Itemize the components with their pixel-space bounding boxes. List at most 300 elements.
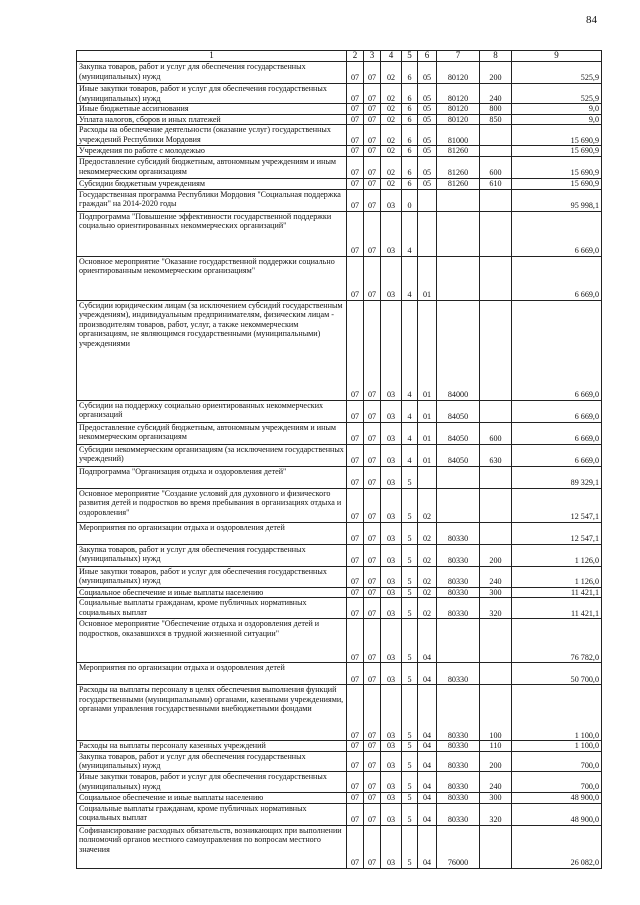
target-code-cell: 80330 <box>437 792 480 803</box>
expense-type-cell <box>480 619 512 663</box>
subprogram-code-cell: 6 <box>402 178 418 189</box>
subsection-code-cell: 07 <box>364 178 381 189</box>
row-name-cell: Уплата налогов, сборов и иных платежей <box>77 114 347 125</box>
table-row <box>77 825 602 868</box>
table-row <box>77 771 602 792</box>
expense-type-cell: 110 <box>480 741 512 752</box>
program-code-cell: 02 <box>381 125 402 146</box>
target-code-cell: 84050 <box>437 400 480 422</box>
table-row <box>77 189 602 211</box>
event-code-cell: 01 <box>418 300 437 400</box>
event-code-cell: 02 <box>418 566 437 587</box>
amount-cell: 11 421,1 <box>512 587 602 598</box>
subprogram-code-cell: 4 <box>402 211 418 256</box>
section-code-cell: 07 <box>347 211 364 256</box>
event-code-cell: 04 <box>418 751 437 771</box>
target-code-cell: 80330 <box>437 751 480 771</box>
event-code-cell: 05 <box>418 146 437 157</box>
event-code-cell: 04 <box>418 663 437 685</box>
budget-table <box>76 50 602 869</box>
row-name-cell: Предоставление субсидий бюджетным, автономным учреждениям и иным некоммерческим организациям <box>77 422 347 444</box>
table-row <box>77 300 602 400</box>
target-code-cell: 84050 <box>437 422 480 444</box>
target-code-cell: 80330 <box>437 566 480 587</box>
subprogram-code-cell: 5 <box>402 522 418 544</box>
program-code-cell: 03 <box>381 741 402 752</box>
subprogram-code-cell: 4 <box>402 256 418 300</box>
event-code-cell: 04 <box>418 619 437 663</box>
program-code-cell: 03 <box>381 598 402 619</box>
section-code-cell: 07 <box>347 189 364 211</box>
section-code-cell: 07 <box>347 178 364 189</box>
row-name-cell: Учреждения по работе с молодежью <box>77 146 347 157</box>
table-row <box>77 211 602 256</box>
subprogram-code-cell: 0 <box>402 189 418 211</box>
section-code-cell: 07 <box>347 663 364 685</box>
expense-type-cell <box>480 211 512 256</box>
table-row <box>77 544 602 566</box>
amount-cell: 525,9 <box>512 84 602 104</box>
table-row <box>77 466 602 488</box>
section-code-cell: 07 <box>347 62 364 84</box>
event-code-cell: 02 <box>418 544 437 566</box>
section-code-cell: 07 <box>347 146 364 157</box>
event-code-cell: 04 <box>418 685 437 741</box>
amount-cell: 50 700,0 <box>512 663 602 685</box>
row-name-cell: Иные закупки товаров, работ и услуг для обеспечения государственных (муниципальных) нужд <box>77 84 347 104</box>
subprogram-code-cell: 5 <box>402 663 418 685</box>
expense-type-cell: 320 <box>480 803 512 825</box>
expense-type-cell: 200 <box>480 544 512 566</box>
event-code-cell: 04 <box>418 741 437 752</box>
subprogram-code-cell: 5 <box>402 544 418 566</box>
target-code-cell <box>437 211 480 256</box>
section-code-cell: 07 <box>347 256 364 300</box>
program-code-cell: 03 <box>381 466 402 488</box>
target-code-cell: 81260 <box>437 156 480 178</box>
target-code-cell <box>437 466 480 488</box>
row-name-cell: Расходы на обеспечение деятельности (оказание услуг) государственных учреждений Республики Мордовия <box>77 125 347 146</box>
event-code-cell: 01 <box>418 444 437 466</box>
table-row <box>77 792 602 803</box>
section-code-cell: 07 <box>347 522 364 544</box>
event-code-cell: 01 <box>418 400 437 422</box>
target-code-cell: 80330 <box>437 663 480 685</box>
row-name-cell: Основное мероприятие "Создание условий для духовного и физического развития детей и подростков во время пребывания в организациях отдыха и оздоровления" <box>77 488 347 522</box>
section-code-cell: 07 <box>347 771 364 792</box>
subsection-code-cell: 07 <box>364 825 381 868</box>
row-name-cell: Предоставление субсидий бюджетным, автономным учреждениям и иным некоммерческим организациям <box>77 156 347 178</box>
subprogram-code-cell: 5 <box>402 619 418 663</box>
section-code-cell: 07 <box>347 422 364 444</box>
section-code-cell: 07 <box>347 544 364 566</box>
row-name-cell: Закупка товаров, работ и услуг для обеспечения государственных (муниципальных) нужд <box>77 544 347 566</box>
table-row <box>77 598 602 619</box>
expense-type-cell <box>480 488 512 522</box>
row-name-cell: Социальное обеспечение и иные выплаты населению <box>77 792 347 803</box>
subsection-code-cell: 07 <box>364 741 381 752</box>
amount-cell: 11 421,1 <box>512 598 602 619</box>
target-code-cell: 81260 <box>437 178 480 189</box>
target-code-cell: 80330 <box>437 771 480 792</box>
subprogram-code-cell: 5 <box>402 598 418 619</box>
subprogram-code-cell: 5 <box>402 466 418 488</box>
expense-type-cell: 800 <box>480 104 512 115</box>
event-code-cell: 04 <box>418 771 437 792</box>
target-code-cell <box>437 256 480 300</box>
expense-type-cell: 600 <box>480 422 512 444</box>
program-code-cell: 02 <box>381 178 402 189</box>
table-row <box>77 685 602 741</box>
event-code-cell: 02 <box>418 598 437 619</box>
amount-cell: 15 690,9 <box>512 156 602 178</box>
section-code-cell: 07 <box>347 300 364 400</box>
table-row <box>77 663 602 685</box>
amount-cell: 1 126,0 <box>512 566 602 587</box>
expense-type-cell: 850 <box>480 114 512 125</box>
program-code-cell: 03 <box>381 771 402 792</box>
amount-cell: 6 669,0 <box>512 256 602 300</box>
row-name-cell: Закупка товаров, работ и услуг для обеспечения государственных (муниципальных) нужд <box>77 62 347 84</box>
expense-type-cell: 200 <box>480 751 512 771</box>
expense-type-cell <box>480 189 512 211</box>
target-code-cell: 80330 <box>437 741 480 752</box>
program-code-cell: 02 <box>381 146 402 157</box>
amount-cell: 525,9 <box>512 62 602 84</box>
section-code-cell: 07 <box>347 741 364 752</box>
subsection-code-cell: 07 <box>364 544 381 566</box>
subsection-code-cell: 07 <box>364 156 381 178</box>
subsection-code-cell: 07 <box>364 598 381 619</box>
row-name-cell: Иные бюджетные ассигнования <box>77 104 347 115</box>
section-code-cell: 07 <box>347 587 364 598</box>
event-code-cell: 05 <box>418 62 437 84</box>
program-code-cell: 03 <box>381 751 402 771</box>
table-row <box>77 566 602 587</box>
expense-type-cell <box>480 522 512 544</box>
amount-cell: 9,0 <box>512 104 602 115</box>
target-code-cell: 80330 <box>437 803 480 825</box>
subsection-code-cell: 07 <box>364 422 381 444</box>
amount-cell: 48 900,0 <box>512 803 602 825</box>
section-code-cell: 07 <box>347 685 364 741</box>
subsection-code-cell: 07 <box>364 444 381 466</box>
amount-cell: 15 690,9 <box>512 146 602 157</box>
amount-cell: 1 100,0 <box>512 741 602 752</box>
subprogram-code-cell: 6 <box>402 156 418 178</box>
subsection-code-cell: 07 <box>364 300 381 400</box>
section-code-cell: 07 <box>347 792 364 803</box>
program-code-cell: 02 <box>381 84 402 104</box>
section-code-cell: 07 <box>347 84 364 104</box>
amount-cell: 48 900,0 <box>512 792 602 803</box>
target-code-cell: 80120 <box>437 62 480 84</box>
program-code-cell: 03 <box>381 400 402 422</box>
table-row <box>77 104 602 115</box>
program-code-cell: 03 <box>381 663 402 685</box>
program-code-cell: 03 <box>381 522 402 544</box>
expense-type-cell: 200 <box>480 62 512 84</box>
target-code-cell: 81000 <box>437 125 480 146</box>
subprogram-code-cell: 6 <box>402 62 418 84</box>
event-code-cell: 02 <box>418 587 437 598</box>
expense-type-cell: 600 <box>480 156 512 178</box>
amount-cell: 1 126,0 <box>512 544 602 566</box>
program-code-cell: 02 <box>381 62 402 84</box>
header-cell: 1 <box>77 51 347 62</box>
row-name-cell: Социальное обеспечение и иные выплаты населению <box>77 587 347 598</box>
event-code-cell: 05 <box>418 178 437 189</box>
amount-cell: 6 669,0 <box>512 422 602 444</box>
table-row <box>77 114 602 125</box>
section-code-cell: 07 <box>347 488 364 522</box>
row-name-cell: Мероприятия по организации отдыха и оздоровления детей <box>77 663 347 685</box>
subsection-code-cell: 07 <box>364 84 381 104</box>
table-row <box>77 444 602 466</box>
subsection-code-cell: 07 <box>364 587 381 598</box>
expense-type-cell <box>480 125 512 146</box>
event-code-cell: 05 <box>418 114 437 125</box>
row-name-cell: Подпрограмма "Организация отдыха и оздоровления детей" <box>77 466 347 488</box>
row-name-cell: Субсидии на поддержку социально ориентированных некоммерческих организаций <box>77 400 347 422</box>
expense-type-cell <box>480 146 512 157</box>
header-cell: 9 <box>512 51 602 62</box>
section-code-cell: 07 <box>347 156 364 178</box>
subprogram-code-cell: 5 <box>402 566 418 587</box>
subprogram-code-cell: 5 <box>402 587 418 598</box>
program-code-cell: 03 <box>381 422 402 444</box>
subsection-code-cell: 07 <box>364 400 381 422</box>
target-code-cell: 80330 <box>437 598 480 619</box>
target-code-cell: 76000 <box>437 825 480 868</box>
amount-cell: 15 690,9 <box>512 125 602 146</box>
target-code-cell: 80330 <box>437 685 480 741</box>
row-name-cell: Расходы на выплаты персоналу в целях обеспечения выполнения функций государственными (муниципальными) органами, казенными учреждениями, органами управления государственными внебюджетными фондами <box>77 685 347 741</box>
subprogram-code-cell: 4 <box>402 444 418 466</box>
row-name-cell: Социальные выплаты гражданам, кроме публичных нормативных социальных выплат <box>77 598 347 619</box>
event-code-cell: 05 <box>418 125 437 146</box>
header-cell: 3 <box>364 51 381 62</box>
subsection-code-cell: 07 <box>364 104 381 115</box>
expense-type-cell: 240 <box>480 84 512 104</box>
amount-cell: 6 669,0 <box>512 444 602 466</box>
event-code-cell: 05 <box>418 84 437 104</box>
event-code-cell: 04 <box>418 803 437 825</box>
section-code-cell: 07 <box>347 803 364 825</box>
table-row <box>77 84 602 104</box>
section-code-cell: 07 <box>347 598 364 619</box>
expense-type-cell: 320 <box>480 598 512 619</box>
subsection-code-cell: 07 <box>364 146 381 157</box>
table-row <box>77 488 602 522</box>
amount-cell: 6 669,0 <box>512 211 602 256</box>
amount-cell: 95 998,1 <box>512 189 602 211</box>
event-code-cell <box>418 211 437 256</box>
subsection-code-cell: 07 <box>364 211 381 256</box>
program-code-cell: 03 <box>381 488 402 522</box>
target-code-cell: 81260 <box>437 146 480 157</box>
table-row <box>77 62 602 84</box>
subprogram-code-cell: 6 <box>402 146 418 157</box>
section-code-cell: 07 <box>347 125 364 146</box>
amount-cell: 700,0 <box>512 771 602 792</box>
row-name-cell: Софинансирование расходных обязательств, возникающих при выполнении полномочий органов местного самоуправления по вопросам местного значения <box>77 825 347 868</box>
subprogram-code-cell: 4 <box>402 300 418 400</box>
subprogram-code-cell: 5 <box>402 751 418 771</box>
subprogram-code-cell: 6 <box>402 104 418 115</box>
table-row <box>77 422 602 444</box>
event-code-cell: 05 <box>418 104 437 115</box>
header-cell: 2 <box>347 51 364 62</box>
subsection-code-cell: 07 <box>364 619 381 663</box>
subsection-code-cell: 07 <box>364 522 381 544</box>
target-code-cell <box>437 619 480 663</box>
row-name-cell: Мероприятия по организации отдыха и оздоровления детей <box>77 522 347 544</box>
subsection-code-cell: 07 <box>364 566 381 587</box>
row-name-cell: Государственная программа Республики Мордовия "Социальная поддержка граждан" на 2014-2020 годы <box>77 189 347 211</box>
target-code-cell: 80330 <box>437 544 480 566</box>
program-code-cell: 03 <box>381 300 402 400</box>
row-name-cell: Основное мероприятие "Обеспечение отдыха и оздоровления детей и подростков, оказавшихся в трудной жизненной ситуации" <box>77 619 347 663</box>
row-name-cell: Основное мероприятие "Оказание государственной поддержки социально ориентированным некоммерческим организациям" <box>77 256 347 300</box>
subsection-code-cell: 07 <box>364 189 381 211</box>
event-code-cell: 05 <box>418 156 437 178</box>
target-code-cell: 80330 <box>437 587 480 598</box>
target-code-cell: 80120 <box>437 84 480 104</box>
row-name-cell: Иные закупки товаров, работ и услуг для обеспечения государственных (муниципальных) нужд <box>77 771 347 792</box>
table-row <box>77 522 602 544</box>
section-code-cell: 07 <box>347 466 364 488</box>
program-code-cell: 03 <box>381 256 402 300</box>
amount-cell: 6 669,0 <box>512 400 602 422</box>
event-code-cell <box>418 466 437 488</box>
subsection-code-cell: 07 <box>364 685 381 741</box>
row-name-cell: Социальные выплаты гражданам, кроме публичных нормативных социальных выплат <box>77 803 347 825</box>
subprogram-code-cell: 4 <box>402 400 418 422</box>
amount-cell: 15 690,9 <box>512 178 602 189</box>
subprogram-code-cell: 5 <box>402 825 418 868</box>
header-cell: 7 <box>437 51 480 62</box>
subprogram-code-cell: 6 <box>402 114 418 125</box>
row-name-cell: Расходы на выплаты персоналу казенных учреждений <box>77 741 347 752</box>
expense-type-cell <box>480 466 512 488</box>
event-code-cell <box>418 189 437 211</box>
program-code-cell: 03 <box>381 189 402 211</box>
expense-type-cell: 300 <box>480 792 512 803</box>
expense-type-cell: 240 <box>480 566 512 587</box>
subsection-code-cell: 07 <box>364 663 381 685</box>
subprogram-code-cell: 5 <box>402 803 418 825</box>
section-code-cell: 07 <box>347 114 364 125</box>
event-code-cell: 02 <box>418 522 437 544</box>
subprogram-code-cell: 5 <box>402 792 418 803</box>
expense-type-cell: 610 <box>480 178 512 189</box>
program-code-cell: 03 <box>381 619 402 663</box>
subprogram-code-cell: 5 <box>402 771 418 792</box>
section-code-cell: 07 <box>347 751 364 771</box>
program-code-cell: 03 <box>381 792 402 803</box>
table-row <box>77 803 602 825</box>
table-row <box>77 125 602 146</box>
expense-type-cell <box>480 663 512 685</box>
table-row <box>77 751 602 771</box>
section-code-cell: 07 <box>347 400 364 422</box>
program-code-cell: 02 <box>381 156 402 178</box>
table-row <box>77 156 602 178</box>
expense-type-cell: 240 <box>480 771 512 792</box>
amount-cell: 12 547,1 <box>512 522 602 544</box>
program-code-cell: 03 <box>381 587 402 598</box>
expense-type-cell <box>480 825 512 868</box>
subsection-code-cell: 07 <box>364 488 381 522</box>
row-name-cell: Подпрограмма "Повышение эффективности государственной поддержки социально ориентированных некоммерческих организаций" <box>77 211 347 256</box>
table-row <box>77 146 602 157</box>
program-code-cell: 02 <box>381 114 402 125</box>
subsection-code-cell: 07 <box>364 771 381 792</box>
subprogram-code-cell: 6 <box>402 84 418 104</box>
expense-type-cell <box>480 400 512 422</box>
header-cell: 8 <box>480 51 512 62</box>
section-code-cell: 07 <box>347 825 364 868</box>
target-code-cell: 80120 <box>437 114 480 125</box>
table-row <box>77 256 602 300</box>
event-code-cell: 02 <box>418 488 437 522</box>
program-code-cell: 02 <box>381 104 402 115</box>
subsection-code-cell: 07 <box>364 803 381 825</box>
table-row <box>77 400 602 422</box>
header-cell: 4 <box>381 51 402 62</box>
section-code-cell: 07 <box>347 444 364 466</box>
target-code-cell: 84000 <box>437 300 480 400</box>
subsection-code-cell: 07 <box>364 125 381 146</box>
target-code-cell: 80330 <box>437 522 480 544</box>
amount-cell: 1 100,0 <box>512 685 602 741</box>
section-code-cell: 07 <box>347 566 364 587</box>
target-code-cell <box>437 488 480 522</box>
subprogram-code-cell: 5 <box>402 685 418 741</box>
row-name-cell: Субсидии бюджетным учреждениям <box>77 178 347 189</box>
subsection-code-cell: 07 <box>364 114 381 125</box>
subsection-code-cell: 07 <box>364 466 381 488</box>
expense-type-cell <box>480 300 512 400</box>
row-name-cell: Закупка товаров, работ и услуг для обеспечения государственных (муниципальных) нужд <box>77 751 347 771</box>
program-code-cell: 03 <box>381 685 402 741</box>
subprogram-code-cell: 5 <box>402 741 418 752</box>
amount-cell: 700,0 <box>512 751 602 771</box>
program-code-cell: 03 <box>381 444 402 466</box>
subprogram-code-cell: 5 <box>402 488 418 522</box>
event-code-cell: 04 <box>418 825 437 868</box>
event-code-cell: 01 <box>418 422 437 444</box>
page-number: 84 <box>586 14 597 26</box>
amount-cell: 9,0 <box>512 114 602 125</box>
amount-cell: 89 329,1 <box>512 466 602 488</box>
event-code-cell: 04 <box>418 792 437 803</box>
subsection-code-cell: 07 <box>364 792 381 803</box>
amount-cell: 76 782,0 <box>512 619 602 663</box>
subsection-code-cell: 07 <box>364 256 381 300</box>
program-code-cell: 03 <box>381 566 402 587</box>
row-name-cell: Иные закупки товаров, работ и услуг для обеспечения государственных (муниципальных) нужд <box>77 566 347 587</box>
event-code-cell: 01 <box>418 256 437 300</box>
table-header-row <box>77 51 602 62</box>
program-code-cell: 03 <box>381 544 402 566</box>
row-name-cell: Субсидии юридическим лицам (за исключением субсидий государственным учреждениям), индивидуальным предпринимателям, физическим лицам - производителям товаров, работ, услуг, а также некоммерческим организациям, не являющимся государственными (муниципальными) учреждениями <box>77 300 347 400</box>
target-code-cell <box>437 189 480 211</box>
table-row <box>77 587 602 598</box>
amount-cell: 12 547,1 <box>512 488 602 522</box>
subprogram-code-cell: 4 <box>402 422 418 444</box>
